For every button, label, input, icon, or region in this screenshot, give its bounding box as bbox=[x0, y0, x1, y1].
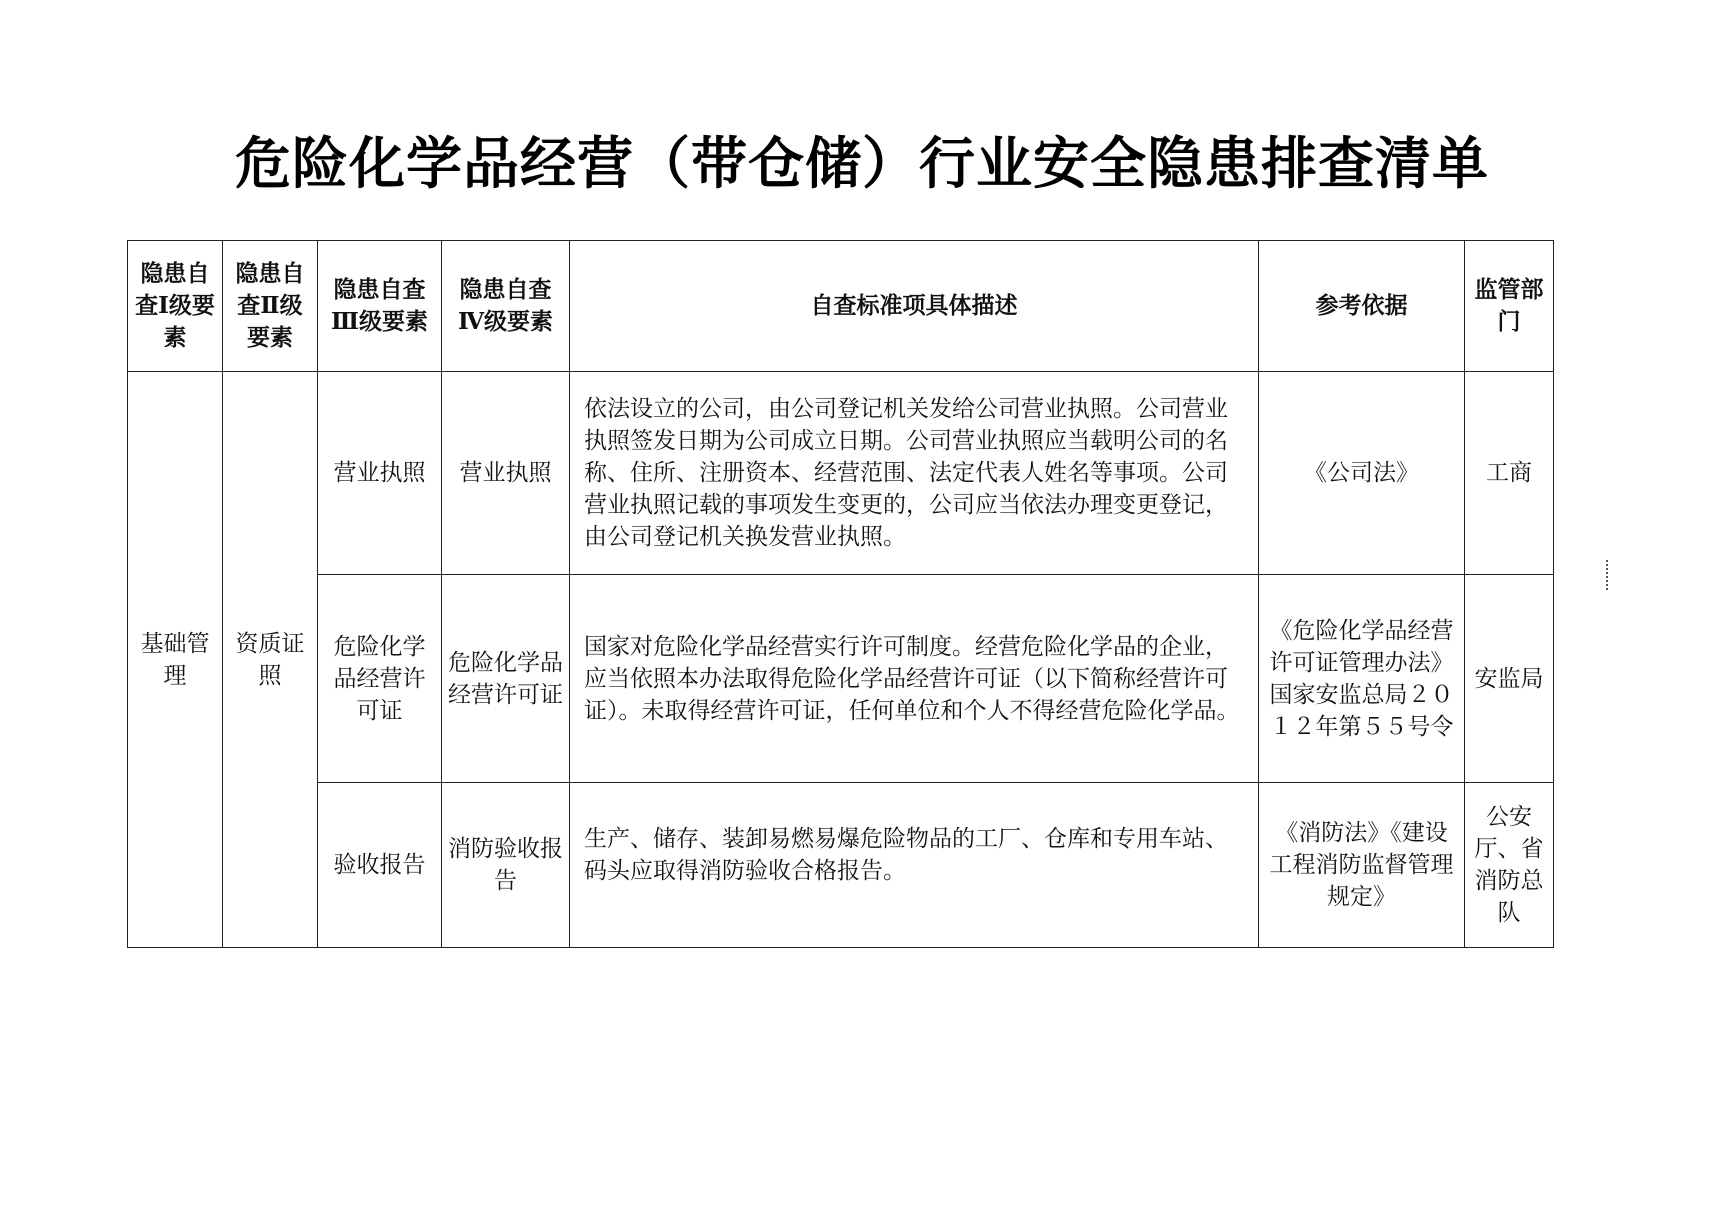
page-title: 危险化学品经营（带仓储）行业安全隐患排查清单 bbox=[235, 132, 1489, 197]
level3-cell: 营业执照 bbox=[318, 372, 442, 575]
header-level3: 隐患自查Ⅲ级要素 bbox=[318, 241, 442, 372]
level4-cell: 危险化学品经营许可证 bbox=[442, 575, 570, 783]
header-description: 自查标准项具体描述 bbox=[570, 241, 1259, 372]
table-row bbox=[128, 783, 1554, 948]
table-row bbox=[128, 575, 1554, 783]
level4-cell: 消防验收报告 bbox=[442, 783, 570, 948]
level3-cell: 危险化学品经营许可证 bbox=[318, 575, 442, 783]
table-row bbox=[128, 372, 1554, 575]
description-cell: 国家对危险化学品经营实行许可制度。经营危险化学品的企业， 应当依照本办法取得危险化学品经营许可证（以下简称经营许可证）。未取得经营许可证，任何单位和个人不得经营危险化学品。 bbox=[570, 575, 1259, 783]
level2-cell: 资质证照 bbox=[223, 372, 318, 948]
reference-cell: 《消防法》《建设工程消防监督管理规定》 bbox=[1259, 783, 1465, 948]
scan-artifact-mark bbox=[1606, 560, 1613, 590]
reference-cell: 《公司法》 bbox=[1259, 372, 1465, 575]
department-cell: 工商 bbox=[1465, 372, 1554, 575]
header-level2: 隐患自查Ⅱ级要素 bbox=[223, 241, 318, 372]
header-level1: 隐患自查Ⅰ级要素 bbox=[128, 241, 223, 372]
checklist-table bbox=[127, 240, 1554, 948]
level1-cell: 基础管理 bbox=[128, 372, 223, 948]
reference-cell: 《危险化学品经营许可证管理办法》国家安监总局２０１２年第５５号令 bbox=[1259, 575, 1465, 783]
table-header-row bbox=[128, 241, 1554, 372]
department-cell: 安监局 bbox=[1465, 575, 1554, 783]
header-reference: 参考依据 bbox=[1259, 241, 1465, 372]
description-cell: 生产、储存、装卸易燃易爆危险物品的工厂、仓库和专用车站、码头应取得消防验收合格报告。 bbox=[570, 783, 1259, 948]
department-cell: 公安厅、省消防总队 bbox=[1465, 783, 1554, 948]
header-department: 监管部门 bbox=[1465, 241, 1554, 372]
header-level4: 隐患自查Ⅳ级要素 bbox=[442, 241, 570, 372]
level3-cell: 验收报告 bbox=[318, 783, 442, 948]
description-cell: 依法设立的公司，由公司登记机关发给公司营业执照。公司营业执照签发日期为公司成立日期。公司营业执照应当载明公司的名称、住所、注册资本、经营范围、法定代表人姓名等事项。公司营业执照记载的事项发生变更的，公司应当依法办理变更登记，由公司登记机关换发营业执照。 bbox=[570, 372, 1259, 575]
level4-cell: 营业执照 bbox=[442, 372, 570, 575]
